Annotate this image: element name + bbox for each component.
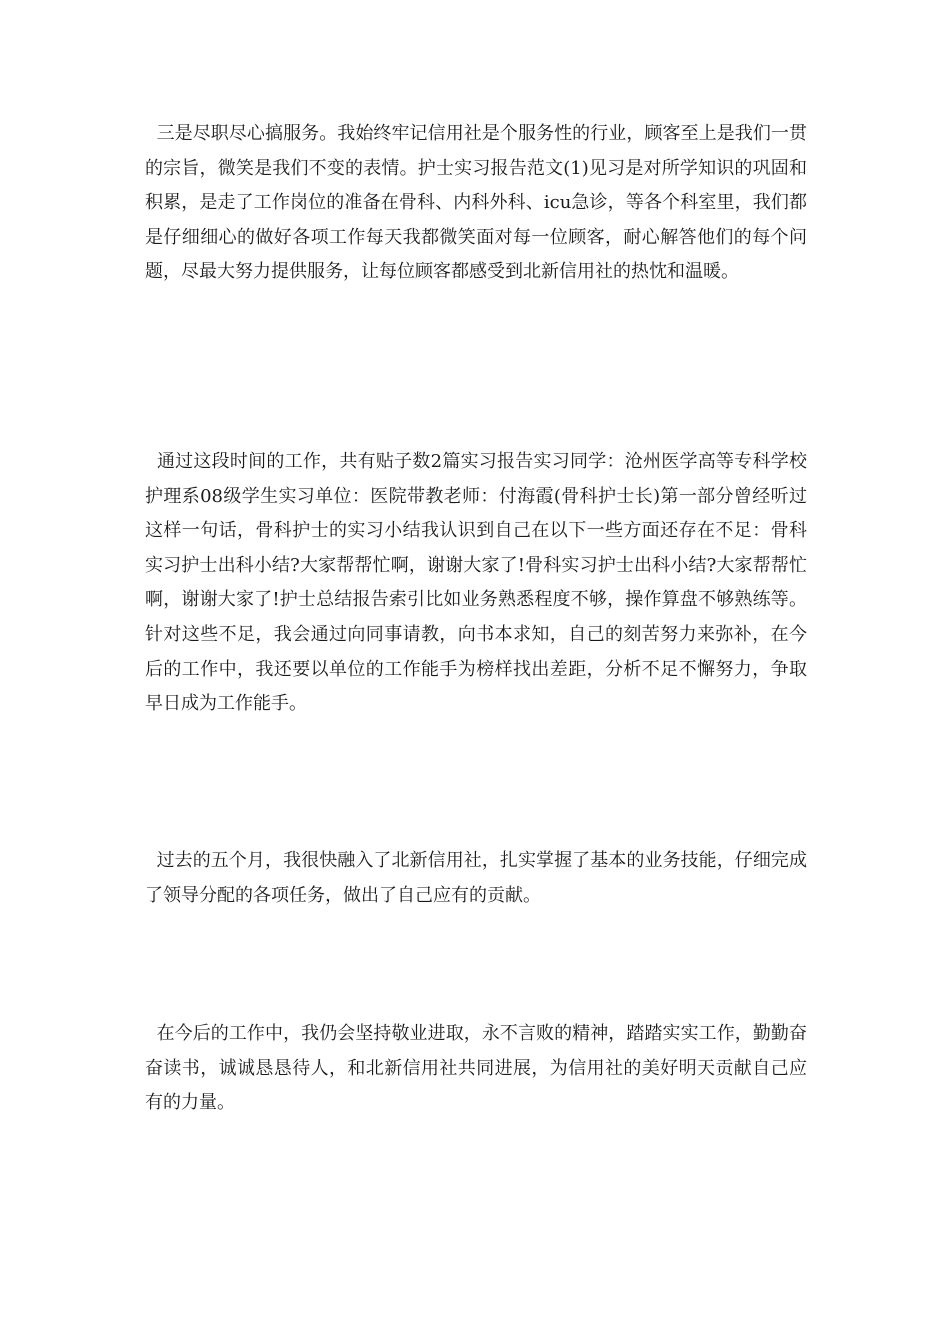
paragraph-past-five-months: 过去的五个月，我很快融入了北新信用社，扎实掌握了基本的业务技能，仔细完成了领导分配的各项任务，做出了自己应有的贡献。 <box>145 850 807 906</box>
paragraph-future-work: 在今后的工作中，我仍会坚持敬业进取，永不言败的精神，踏踏实实工作，勤勤奋奋读书，诚诚恳恳待人，和北新信用社共同进展，为信用社的美好明天贡献自己应有的力量。 <box>145 1023 807 1114</box>
paragraph-service: 三是尽职尽心搞服务。我始终牢记信用社是个服务性的行业，顾客至上是我们一贯的宗旨，微笑是我们不变的表情。护士实习报告范文(1)见习是对所学知识的巩固和积累，是走了工作岗位的准备在骨科、内科外科、icu急诊，等各个科室里，我们都是仔细细心的做好各项工作每天我都微笑面对每一位顾客，耐心解答他们的每个问题，尽最大努力提供服务，让每位顾客都感受到北新信用社的热忱和温暖。 <box>145 123 807 283</box>
paragraph-internship-report: 通过这段时间的工作，共有贴子数2篇实习报告实习同学：沧州医学高等专科学校护理系08级学生实习单位：医院带教老师：付海霞(骨科护士长)第一部分曾经听过这样一句话，骨科护士的实习小结我认识到自己在以下一些方面还存在不足：骨科实习护士出科小结?大家帮帮忙啊，谢谢大家了!骨科实习护士出科小结?大家帮帮忙啊，谢谢大家了!护士总结报告索引比如业务熟悉程度不够，操作算盘不够熟练等。针对这些不足，我会通过向同事请教，向书本求知，自己的刻苦努力来弥补，在今后的工作中，我还要以单位的工作能手为榜样找出差距，分析不足不懈努力，争取早日成为工作能手。 <box>145 451 807 715</box>
